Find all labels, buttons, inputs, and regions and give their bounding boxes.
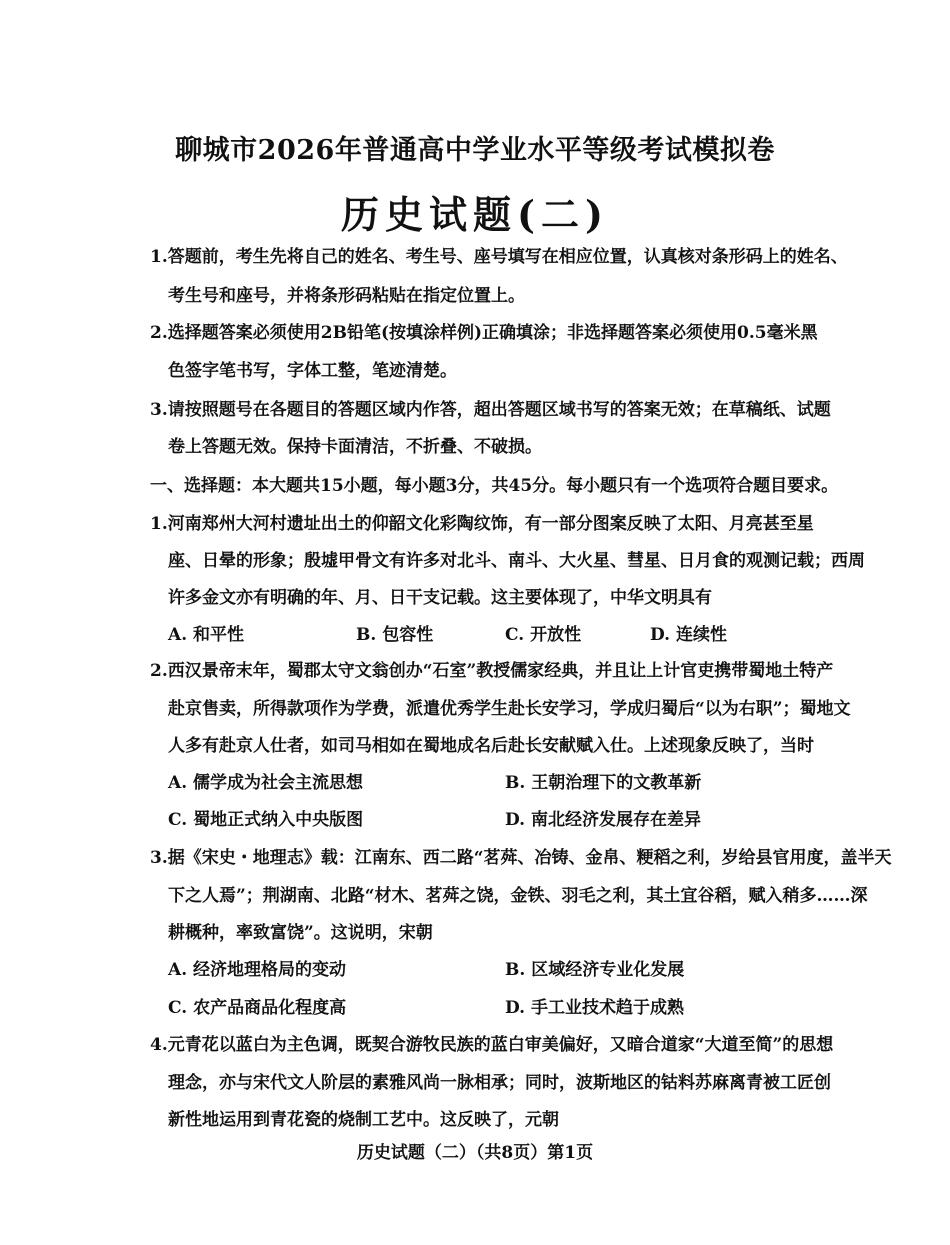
question-3-line-3: 耕概种，率致富饶”。这说明，宋朝 <box>168 923 433 943</box>
question-3-option-c: C. 农产品商品化程度高 <box>168 998 347 1018</box>
instruction-3-line-2: 卷上答题无效。保持卡面清洁，不折叠、不破损。 <box>168 437 542 457</box>
question-2-option-d: D. 南北经济发展存在差异 <box>505 810 701 830</box>
exam-title: 聊城市2026年普通高中学业水平等级考试模拟卷 <box>175 135 775 166</box>
instruction-1-line-1: 1.答题前，考生先将自己的姓名、考生号、座号填写在相应位置，认真核对条形码上的姓名、 <box>150 247 848 267</box>
question-2-line-1: 2.西汉景帝末年，蜀郡太守文翁创办“石室”教授儒家经典，并且让上计官吏携带蜀地土特产 <box>150 661 834 681</box>
question-1-option-b: B. 包容性 <box>356 625 434 645</box>
question-3-option-b: B. 区域经济专业化发展 <box>505 960 685 980</box>
question-1-option-d: D. 连续性 <box>650 625 727 645</box>
question-1-option-a: A. 和平性 <box>168 625 245 645</box>
page-footer: 历史试题（二）（共8页）第1页 <box>356 1143 594 1163</box>
question-3-option-a: A. 经济地理格局的变动 <box>168 960 347 980</box>
section-heading: 一、选择题：本大题共15小题，每小题3分，共45分。每小题只有一个选项符合题目要求。 <box>150 476 839 496</box>
question-1-line-3: 许多金文亦有明确的年、月、日干支记载。这主要体现了，中华文明具有 <box>168 588 712 608</box>
question-2-option-b: B. 王朝治理下的文教革新 <box>505 773 702 793</box>
exam-subtitle: 历史试题(二) <box>341 192 609 237</box>
question-1-option-c: C. 开放性 <box>505 625 582 645</box>
question-2-option-a: A. 儒学成为社会主流思想 <box>168 773 364 793</box>
question-1-line-1: 1.河南郑州大河村遗址出土的仰韶文化彩陶纹饰，有一部分图案反映了太阳、月亮甚至星 <box>150 514 814 534</box>
question-3-line-2: 下之人焉”；荆湖南、北路“材木、茗荈之饶，金铁、羽毛之利，其土宜谷稻，赋入稍多……深 <box>168 886 868 906</box>
instruction-1-line-2: 考生号和座号，并将条形码粘贴在指定位置上。 <box>168 286 525 306</box>
instruction-2-line-2: 色签字笔书写，字体工整，笔迹清楚。 <box>168 361 457 381</box>
question-4-line-1: 4.元青花以蓝白为主色调，既契合游牧民族的蓝白审美偏好，又暗合道家“大道至简”的思想 <box>150 1035 834 1055</box>
question-2-line-2: 赴京售卖，所得款项作为学费，派遣优秀学生赴长安学习，学成归蜀后“以为右职”；蜀地文 <box>168 699 851 719</box>
question-1-line-2: 座、日晕的形象；殷墟甲骨文有许多对北斗、南斗、大火星、彗星、日月食的观测记载；西周 <box>168 551 865 571</box>
question-4-line-3: 新性地运用到青花瓷的烧制工艺中。这反映了，元朝 <box>168 1110 559 1130</box>
instruction-3-line-1: 3.请按照题号在各题目的答题区域内作答，超出答题区域书写的答案无效；在草稿纸、试题 <box>150 400 831 420</box>
question-3-line-1: 3.据《宋史・地理志》载：江南东、西二路“茗荈、冶铸、金帛、粳稻之利，岁给县官用度，盖半天 <box>150 848 892 868</box>
question-2-line-3: 人多有赴京人仕者，如司马相如在蜀地成名后赴长安献赋入仕。上述现象反映了，当时 <box>168 736 814 756</box>
question-3-option-d: D. 手工业技术趋于成熟 <box>505 998 684 1018</box>
question-4-line-2: 理念，亦与宋代文人阶层的素雅风尚一脉相承；同时，波斯地区的钴料苏麻离青被工匠创 <box>168 1073 831 1093</box>
question-2-option-c: C. 蜀地正式纳入中央版图 <box>168 810 364 830</box>
instruction-2-line-1: 2.选择题答案必须使用2B铅笔(按填涂样例)正确填涂；非选择题答案必须使用0.5毫米黑 <box>150 323 818 343</box>
